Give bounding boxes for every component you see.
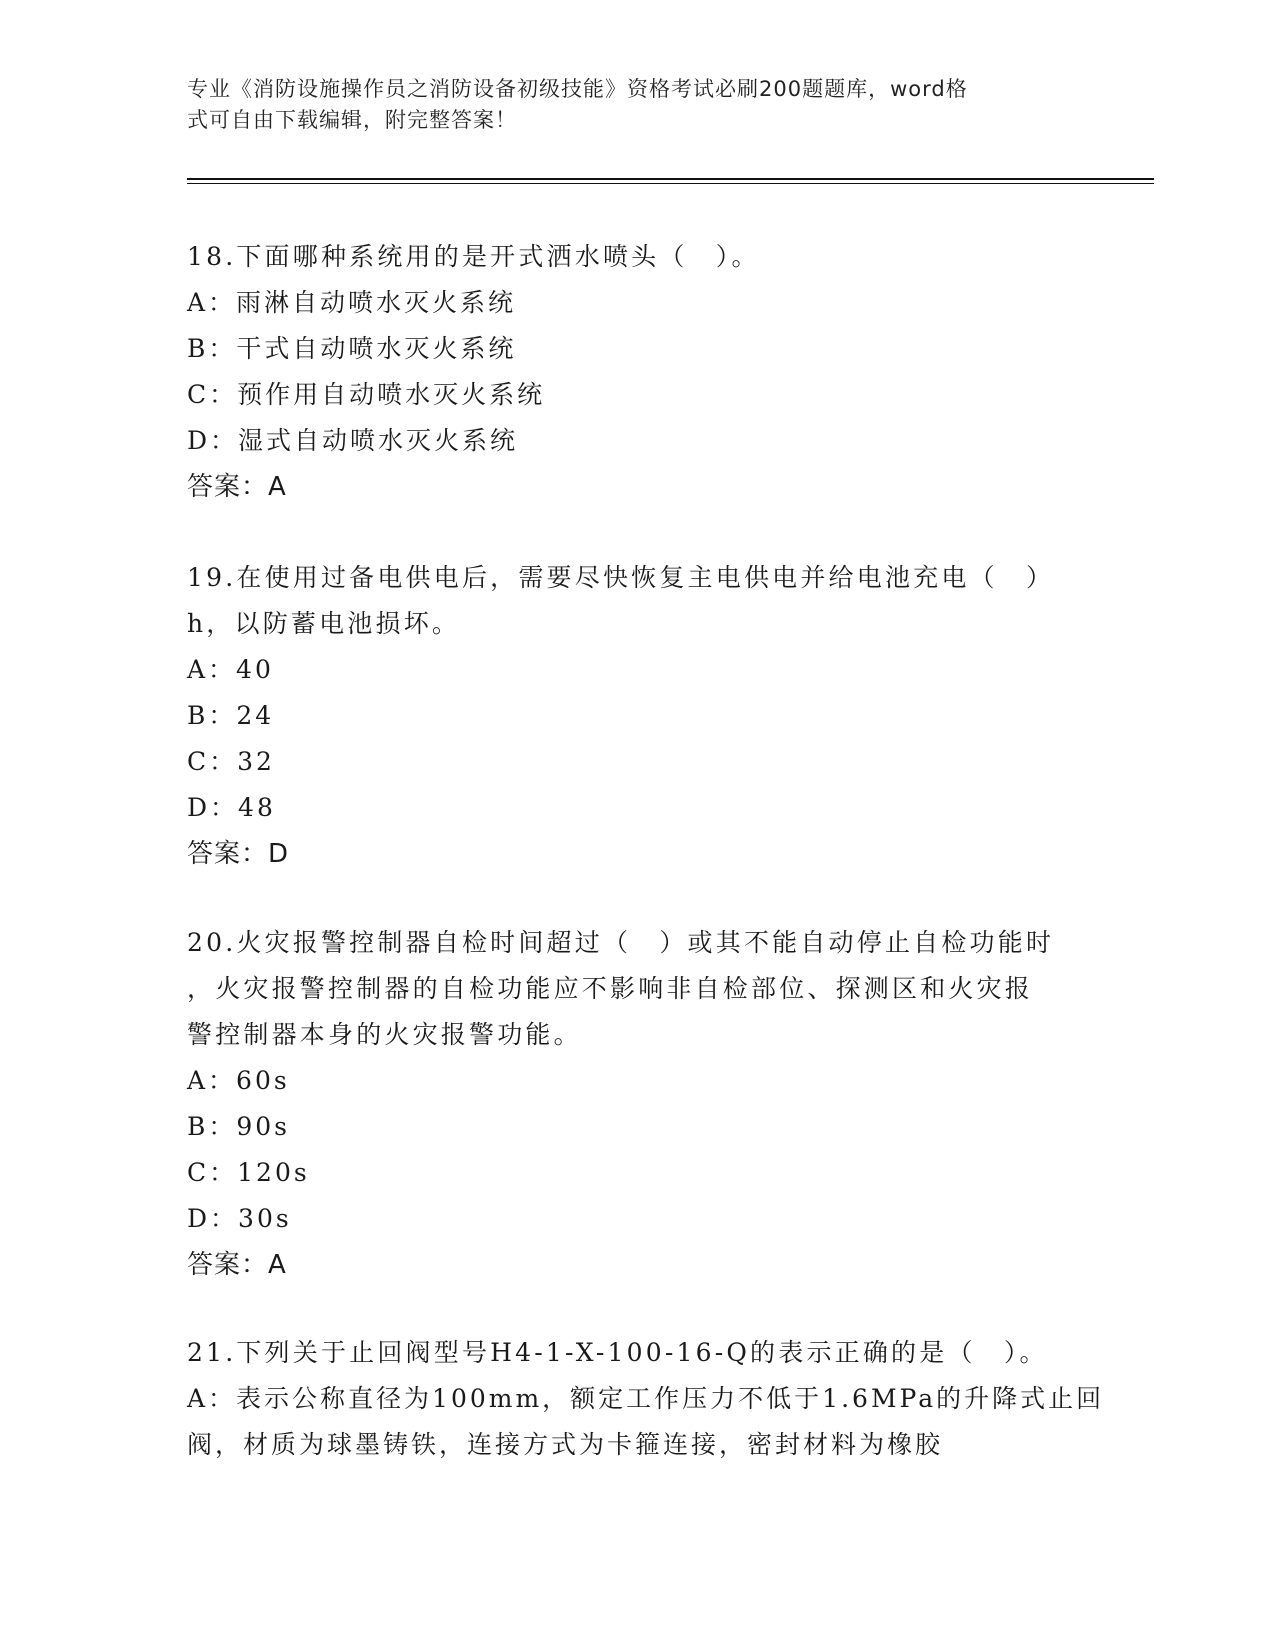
- option-a-continued: 阀，材质为球墨铸铁，连接方式为卡箍连接，密封材料为橡胶: [187, 1430, 944, 1459]
- question-stem-line: ，火灾报警控制器的自检功能应不影响非自检部位、探测区和火灾报: [187, 974, 1034, 1003]
- header-divider-thin: [187, 183, 1154, 184]
- option-c: C：120s: [187, 1158, 310, 1187]
- answer-label: 答案：A: [187, 1250, 287, 1280]
- question-19: [187, 555, 1087, 877]
- document-header: [187, 74, 1067, 136]
- option-d: D：48: [187, 793, 276, 822]
- option-a: A：表示公称直径为100mm，额定工作压力不低于1.6MPa的升降式止回: [187, 1384, 1105, 1413]
- question-21: [187, 1330, 1105, 1468]
- question-stem: [187, 1330, 1087, 1376]
- option-a: A：40: [187, 655, 274, 684]
- question-stem-line: 警控制器本身的火灾报警功能。: [187, 1020, 582, 1049]
- question-stem-line: 20.火灾报警控制器自检时间超过（ ）或其不能自动停止自检功能时: [187, 928, 1055, 957]
- header-divider-thick: [187, 178, 1154, 180]
- question-18: [187, 234, 1087, 510]
- header-line-2: 式可自由下载编辑，附完整答案！: [187, 108, 517, 132]
- option-d: D：湿式自动喷水灭火系统: [187, 426, 519, 455]
- option-c: C：32: [187, 747, 275, 776]
- question-stem-line: 18.下面哪种系统用的是开式洒水喷头（ ）。: [187, 242, 760, 271]
- question-stem-line: h，以防蓄电池损坏。: [187, 609, 461, 638]
- option-b: B：干式自动喷水灭火系统: [187, 334, 517, 363]
- option-b: B：90s: [187, 1112, 291, 1141]
- option-c: C：预作用自动喷水灭火系统: [187, 380, 546, 409]
- option-a: A：60s: [187, 1066, 290, 1095]
- header-line-1: 专业《消防设施操作员之消防设备初级技能》资格考试必刷200题题库，word格: [187, 77, 968, 101]
- answer-label: 答案：A: [187, 472, 287, 502]
- question-20: [187, 920, 1087, 1288]
- question-stem-line: 19.在使用过备电供电后，需要尽快恢复主电供电并给电池充电（ ）: [187, 563, 1055, 592]
- answer-label: 答案：D: [187, 839, 290, 869]
- option-a: A：雨淋自动喷水灭火系统: [187, 288, 517, 317]
- question-stem: [187, 555, 1087, 647]
- question-stem: [187, 234, 1087, 280]
- question-stem: [187, 920, 1087, 1058]
- option-b: B：24: [187, 701, 275, 730]
- option-d: D：30s: [187, 1204, 292, 1233]
- question-stem-line: 21.下列关于止回阀型号H4-1-X-100-16-Q的表示正确的是（ ）。: [187, 1338, 1048, 1367]
